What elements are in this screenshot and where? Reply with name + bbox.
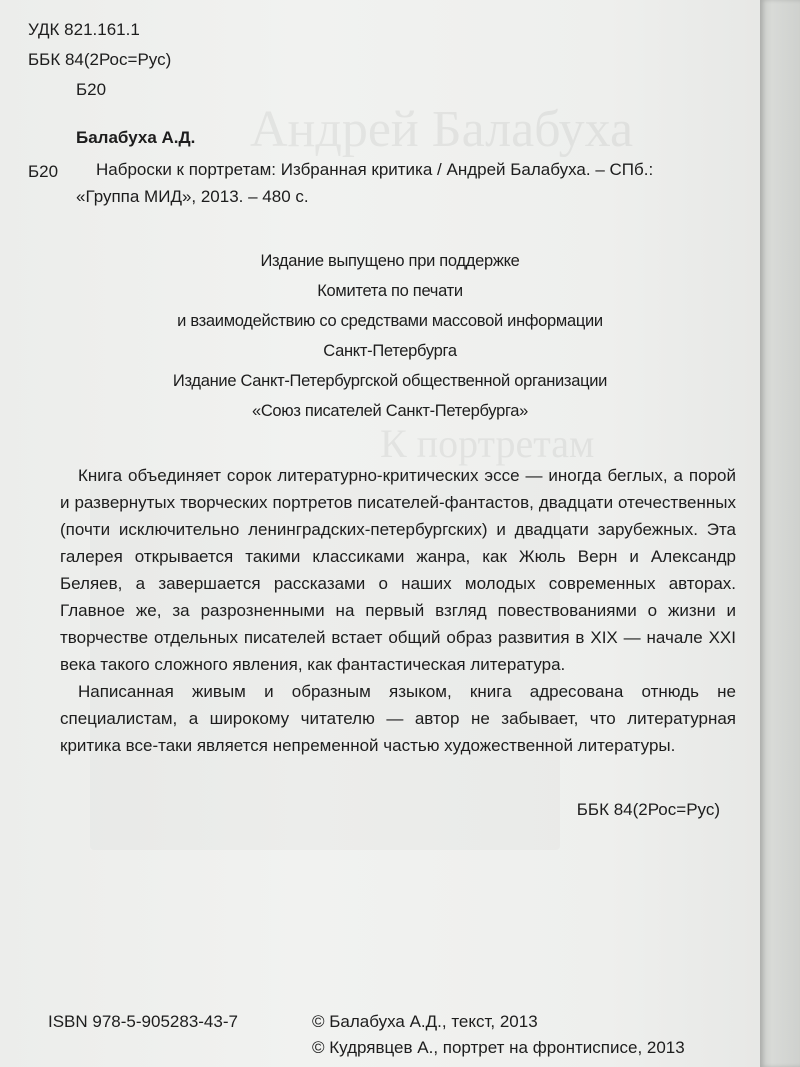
bbk-code: ББК 84(2Рос=Рус) — [28, 50, 172, 69]
author-mark: Б20 — [76, 80, 107, 99]
annotation-paragraph: Написанная живым и образным языком, книга адресована отнюдь не специалистам, а широкому читателю — автор не забывает, что литературная критика все-таки является непременной частью художественной литературы. — [60, 682, 736, 755]
support-line: Издание Санкт-Петербургской общественной организации — [172, 372, 608, 390]
bibliographic-line-1: Наброски к портретам: Избранная критика / Андрей Балабуха. – СПб.: — [96, 160, 654, 179]
bbk-code-repeat: ББК 84(2Рос=Рус) — [576, 800, 720, 819]
support-line: Санкт-Петербурга — [323, 342, 457, 360]
isbn: ISBN 978-5-905283-43-7 — [48, 1012, 238, 1031]
udk-code: УДК 821.161.1 — [28, 20, 140, 39]
copyright-text: © Балабуха А.Д., текст, 2013 — [312, 1012, 538, 1031]
author-code: Б20 — [28, 162, 59, 181]
support-line: Издание выпущено при поддержке — [260, 252, 520, 270]
bibliographic-line-2: «Группа МИД», 2013. – 480 с. — [76, 187, 309, 206]
show-through-text: Андрей Балабуха — [250, 101, 634, 158]
page-edge — [760, 0, 800, 1067]
support-line: и взаимодействию со средствами массовой информации — [177, 312, 603, 330]
author-heading: Балабуха А.Д. — [76, 128, 196, 147]
show-through-text: К портретам — [380, 421, 595, 466]
support-line: «Союз писателей Санкт-Петербурга» — [251, 402, 529, 420]
support-note — [60, 246, 720, 426]
support-line: Комитета по печати — [317, 282, 463, 300]
annotation-paragraph: Книга объединяет сорок литературно-критических эссе — иногда беглых, а порой и развернутых творческих портретов писателей-фантастов, двадцати отечественных (почти исключительно ленинградских-петербургских) и двадцати зарубежных. Эта галерея открывается такими классиками жанра, как Жюль Верн и Александр Беляев, а завершается рассказами о наших молодых современных авторах. Главное же, за разрозненными на первый взгляд повествованиями о жизни и творчестве отдельных писателей встает общий образ развития в XIX — начале XXI века такого сложного явления, как фантастическая литература. — [60, 466, 736, 674]
copyright-portrait: © Кудрявцев А., портрет на фронтисписе, 2013 — [312, 1038, 685, 1057]
annotation — [60, 462, 736, 759]
